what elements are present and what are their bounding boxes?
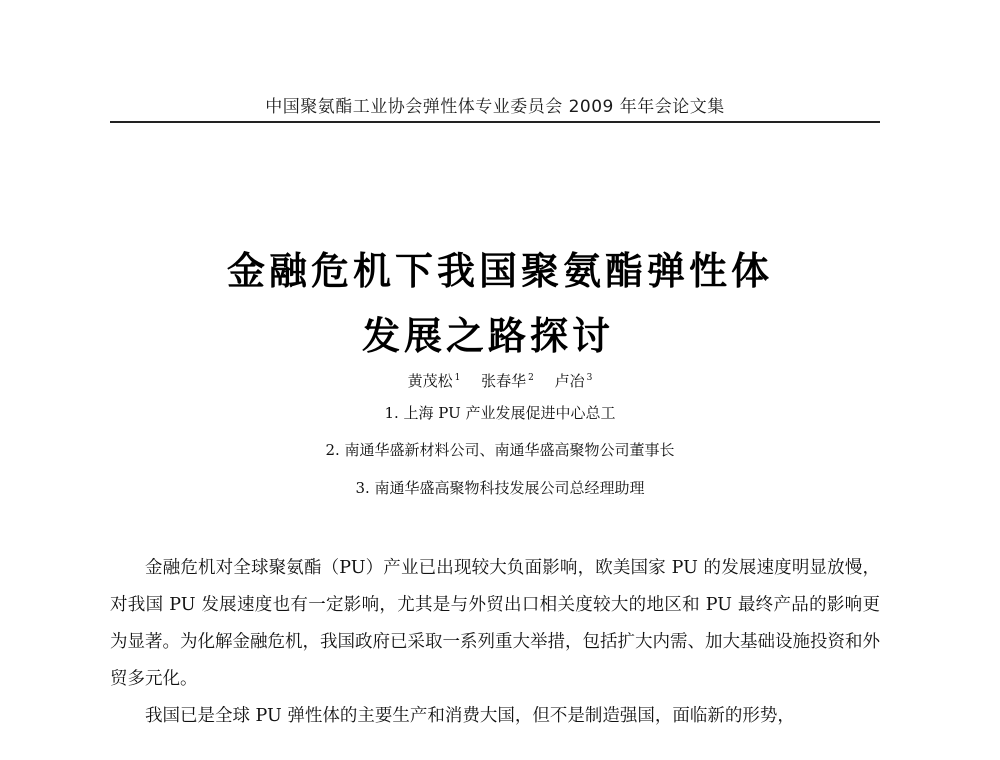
author-name: 黄茂松	[407, 372, 453, 390]
affiliation-mark: 1	[454, 373, 461, 383]
paragraph: 我国已是全球 PU 弹性体的主要生产和消费大国，但不是制造强国，面临新的形势，	[145, 706, 795, 726]
affiliation-1: 1. 上海 PU 产业发展促进中心总工	[384, 404, 616, 422]
paper-title-line-2: 发展之路探讨	[361, 313, 614, 358]
header-rule	[110, 121, 880, 123]
author	[555, 372, 593, 390]
running-header: 中国聚氨酯工业协会弹性体专业委员会 2009 年年会论文集	[265, 97, 725, 117]
body-text	[110, 550, 880, 735]
affiliation-mark: 2	[528, 373, 534, 383]
affiliation-3: 3. 南通华盛高聚物科技发展公司总经理助理	[355, 479, 645, 497]
author-name: 卢冶	[554, 372, 585, 390]
author	[408, 372, 461, 390]
author-list	[0, 370, 1000, 391]
affiliation-2: 2. 南通华盛新材料公司、南通华盛高聚物公司董事长	[325, 441, 675, 459]
paper-title-line-1: 金融危机下我国聚氨酯弹性体	[226, 248, 773, 293]
affiliation-mark: 3	[586, 373, 593, 383]
author-name: 张春华	[481, 372, 527, 390]
author	[481, 372, 534, 390]
paragraph: 金融危机对全球聚氨酯（PU）产业已出现较大负面影响，欧美国家 PU 的发展速度明显放慢，对我国 PU 发展速度也有一定影响，尤其是与外贸出口相关度较大的地区和 PU 最终产品的影响更为显著。为化解金融危机，我国政府已采取一系列重大举措，包括扩大内需、加大基础设施投资和外贸多元化。	[110, 558, 880, 689]
